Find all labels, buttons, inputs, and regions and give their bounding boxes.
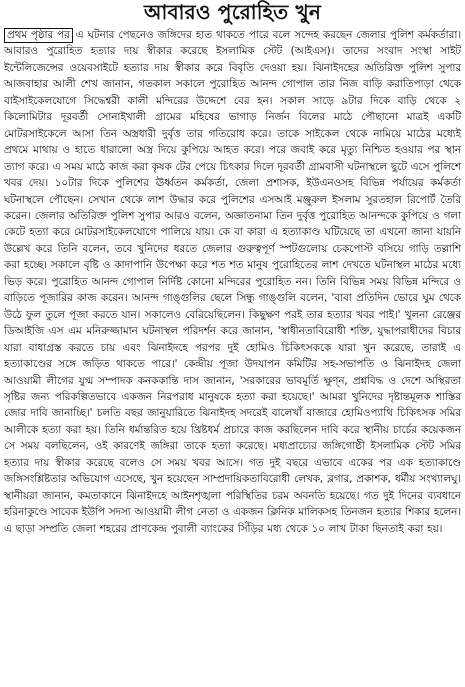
continuation-label: প্রথম পৃষ্ঠার পর bbox=[4, 28, 73, 43]
article-body bbox=[4, 27, 461, 537]
headline-row bbox=[4, 2, 461, 24]
article-paragraph bbox=[4, 27, 461, 537]
headline: আবারও পুরোহিত খুন bbox=[143, 0, 322, 24]
article-text: এ ঘটনার পেছনেও জঙ্গিদের হাত থাকতে পারে বলে সন্দেহ করছেন জেলার পুলিশ কর্মকর্তারা। আবারও পুরোহিত হত্যার দায় স্বীকার করেছে ইসলামিক স্টেট (আইএস)। তাদের সংবাদ সংস্থা সাইট ইন্টেলিজেন্সের ওয়েবসাইটে হত্যার দায় স্বীকার করে বিবৃতি দেওয়া হয়। ঝিনাইদহের অতিরিক্ত পুলিশ সুপার আজবাহার আলী শেখ জানান, গতকাল সকালে পুরোহিত আনন্দ গোপাল তার নিজ বাড়ি করাতিপাড়া থেকে বাইসাইকেলযোগে সিদ্ধেশ্বরী কালী মন্দিরের উদ্দেশে বের হন। সকাল সাড়ে ৯টার দিকে বাড়ি থেকে ২ কিলোমিটার দূরবর্তী সোনাইখালী গ্রামের মহিষের ভাগাড় নির্জন বিলের মাঠে পৌছানো মাত্রই একটি মোটরসাইকেলে আসা তিন অস্ত্রধারী দুর্বৃত্ত তার গতিরোধ করে। তাকে সাইকেল থেকে নামিয়ে মাঠের মধ্যেই প্রথমে মাথায় ও হাতে ধারালো অস্ত্র দিয়ে কুপিয়ে আহত করে। পরে জবাই করে মৃত্যু নিশ্চিত হওয়ার পর স্থান ত্যাগ করে। এ সময় মাঠে কাজ করা কৃষক টের পেয়ে চিৎকার দিলে দূরবর্তী গ্রামবাসী ঘটনাস্থলে ছুটে এসে পুলিশে খবর দেয়। ১০টার দিকে পুলিশের ঊর্ধ্বতন কর্মকর্তা, জেলা প্রশাসক, ইউএনওসহ বিভিন্ন পর্যায়ের কর্মকর্তা ঘটনাস্থলে পৌছেন। সেখান থেকে লাশ উদ্ধার করে পুলিশের এসআই মঞ্জুরুল ইসলাম সুরতহাল রিপোর্ট তৈরি করেন। জেলার অতিরিক্ত পুলিশ সুপার আরও বলেন, অজ্ঞাতনামা তিন দুর্বৃত্ত পুরোহিত আনন্দকে কুপিয়ে ও গলা কেটে হত্যা করে মোটরসাইকেলযোগে পালিয়ে যায়। কে বা কারা এ হত্যাকাণ্ড ঘটিয়েছে তা এখনো জানা যায়নি উল্লেখ করে তিনি বলেন, তবে খুনিদের ধরতে জেলার গুরুত্বপূর্ণ স্পটগুলোয় চেকপোস্ট বসিয়ে গাড়ি তল্লাশি করা হচ্ছে। সকালে বৃষ্টি ও কাদাপানি উপেক্ষা করে শত শত মানুষ পুরোহিতের লাশ দেখতে ঘটনাস্থল মাঠের মধ্যে ভিড় করে। পুরোহিত আনন্দ গোপাল নির্দিষ্ট কোনো মন্দিরের পুরোহিত নন। তিনি বিভিন্ন সময় বিভিন্ন মন্দিরে ও বাড়িতে পূজারির কাজ করেন। আনন্দ গাঙ্গুলির ছেলে সিন্ধু গাঙ্গুলি বলেন, 'বাবা প্রতিদিন ভোরে ঘুম থেকে উঠে ফুল তুলে পূজা করতে যান। সকালেও বেরিয়েছিলেন। কিছুক্ষণ পরই তার হত্যার খবর পাই।' খুলনা রেঞ্জের ডিআইজি এস এম মনিরুজ্জামান ঘটনাস্থল পরিদর্শন করে জানান, 'স্বাধীনতাবিরোধী শক্তি, যুদ্ধাপরাধীদের বিচার যারা বাধাগ্রস্ত করতে চায় এবং ঝিনাইদহে পরপর দুই হোমিও চিকিৎসককে যারা খুন করেছে, তারাই এ হত্যাকাণ্ডের সঙ্গে জড়িত থাকতে পারে।' কেন্দ্রীয় পূজা উদযাপন কমিটির সহ-সভাপতি ও ঝিনাইদহ জেলা আওয়ামী লীগের যুগ্ম সম্পাদক কনককান্তি দাস জানান, 'সরকারের ভাবমূর্তি ক্ষুণ্ন, প্রশ্নবিদ্ধ ও দেশে অস্থিরতা সৃষ্টির জন্য পরিকল্পিতভাবে একজন নিরপরাধ মানুষকে হত্যা করা হয়েছে।' আমরা খুনিদের দৃষ্টান্তমূলক শাস্তির জোর দাবি জানাচ্ছি।' চলতি বছর জানুয়ারিতে ঝিনাইদহ সদরেই বালেখাঁ বাজারে হোমিওপ্যাথি চিকিৎসক সমির আলীকে হত্যা করা হয়। তিনি ধর্মান্তরিত হয়ে খ্রিষ্টধর্ম প্রচারে কাজ করছিলেন দাবি করে স্থানীয় চার্চের কয়েকজন সে সময় বলছিলেন, ওই কারণেই জঙ্গিরা তাকে হত্যা করেছে। মধ্যপ্রাচ্যের জঙ্গিগোষ্ঠী ইসলামিক স্টেট সমির হত্যার দায় স্বীকার করেছে বলেও সে সময় খবর আসে। গত দুই বছরে এভাবে একের পর এক হত্যাকাণ্ডে জঙ্গিসংশ্লিষ্টতার অভিযোগ এসেছে, খুন হয়েছেন সাম্প্রদায়িকতাবিরোধী লেখক, ব্লগার, প্রকাশক, ধর্মীয় সংখ্যালঘু। স্থানীয়রা জানান, কমতাকানে ঝিনাইদহে আইনশৃঙ্খলা পরিস্থিতির চরম অবনতি হয়েছে। গত দুই দিনের ব্যবধানে হরিনাকুণ্ডে সাবেক ইউপি সদস্য আওয়ামী লীগ নেতা ও একজন ক্লিনিক মালিকসহ তিনজন হত্যার শিকার হলেন। এ ছাড়া সম্প্রতি জেলা শহরের প্রাণকেন্দ্র পুবালী ব্যাংকের সিঁড়ির মধ্য থেকে ১০ লাখ টাকা ছিনতাই করা হয়। bbox=[4, 29, 461, 535]
